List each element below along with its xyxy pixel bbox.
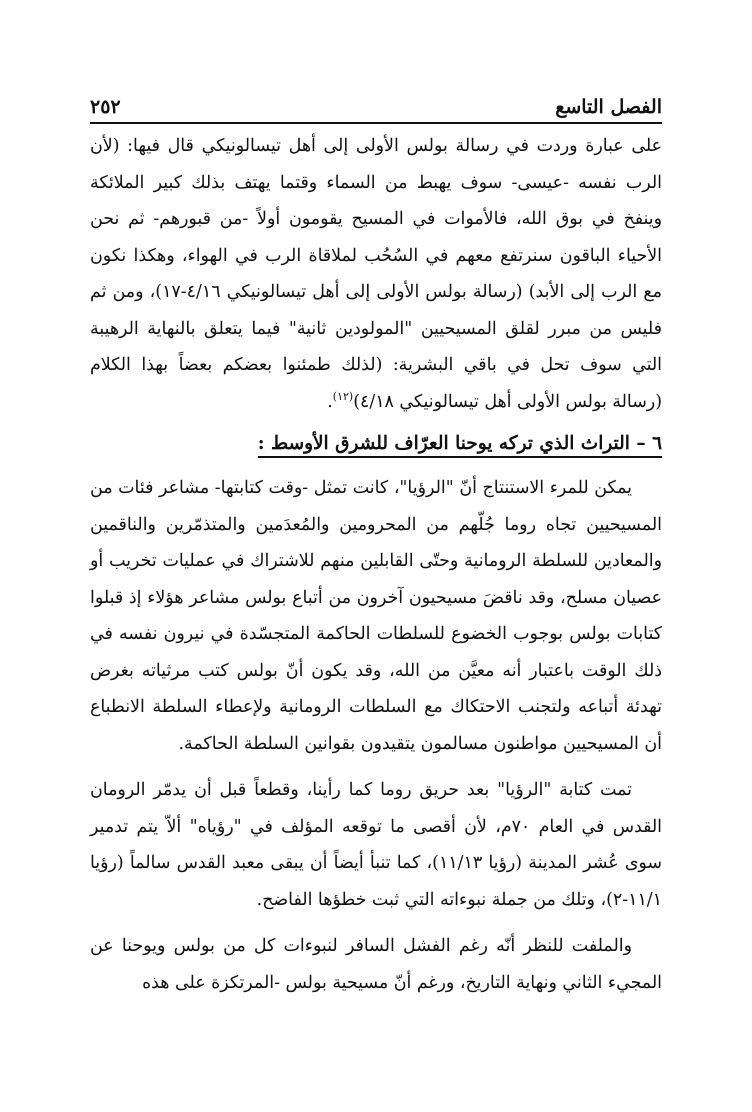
chapter-title: الفصل التاسع bbox=[555, 96, 662, 118]
paragraph bbox=[90, 128, 662, 420]
section-heading bbox=[90, 426, 662, 462]
page-body bbox=[90, 128, 662, 1001]
paragraph: يمكن للمرء الاستنتاج أنّ "الرؤيا"، كانت تمثل -وقت كتابتها- مشاعر فئات من المسيحيين تجاه روما جُلّهم من المحرومين والمُعدَمين والمتذمّرين والناقمين والمعادين للسلطة الرومانية وحتّى القابلين منهم للاشتراك في عمليات تخريب أو عصيان مسلح، وقد ناقضَ مسيحيون آخرون من أتباع بولس مشاعر هؤلاء إذ قبلوا كتابات بولس بوجوب الخضوع للسلطات الحاكمة المتجسّدة في نيرون نفسه في ذلك الوقت باعتبار أنه معيَّن من الله، وقد يكون أنّ بولس كتب مرثياته بغرض تهدئة أتباعه ولتجنب الاحتكاك مع السلطات الرومانية ولإعطاء السلطة الانطباع أن المسيحيين مواطنون مسالمون يتقيدون بقوانين السلطة الحاكمة. bbox=[90, 478, 662, 754]
paragraph-end: . bbox=[327, 391, 333, 412]
paragraph: تمت كتابة "الرؤيا" بعد حريق روما كما رأينا، وقطعاً قبل أن يدمّر الرومان القدس في العام ٧٠م، لأن أقصى ما توقعه المؤلف في "رؤياه" ألاّ يتم تدمير سوى عُشر المدينة (رؤيا ١١/١٣)، كما تنبأ أيضاً أن يبقى معبد القدس سالماً (رؤيا ١١/١-٢)، وتلك من جملة نبوءاته التي ثبت خطؤها الفاضح. bbox=[90, 780, 662, 910]
footnote-reference[interactable]: (١٢) bbox=[332, 389, 354, 403]
page-header bbox=[90, 88, 662, 124]
page-number: ٢٥٢ bbox=[90, 96, 121, 118]
paragraph-text: على عبارة وردت في رسالة بولس الأولى إلى أهل تيسالونيكي قال فيها: (لأن الرب نفسه -عيسى- سوف يهبط من السماء وقتما يهتف بذلك كبير الملائكة وينفخ في بوق الله، فالأموات في المسيح يقومون أولاً -من قبورهم- ثم نحن الأحياء الباقون سنرتفع معهم في السُحُب لملاقاة الرب في الهواء، وهكذا نكون مع الرب إلى الأبد) (رسالة بولس الأولى إلى أهل تيسالونيكي ٤/١٦-١٧)، ومن ثم فليس من مبرر لقلق المسيحيين "المولودين ثانية" فيما يتعلق بالنهاية الرهيبة التي سوف تحل في باقي البشرية: (لذلك طمئنوا بعضكم بعضاً بهذا الكلام (رسالة بولس الأولى أهل تيسالونيكي ٤/١٨) bbox=[90, 136, 662, 412]
paragraph: والملفت للنظر أنّه رغم الفشل السافر لنبوءات كل من بولس ويوحنا عن المجيء الثاني ونهاية التاريخ، ورغم أنّ مسيحية بولس -المرتكزة على هذه bbox=[90, 936, 662, 993]
section-heading-text: ٦ – التراث الذي تركه يوحنا العرّاف للشرق الأوسط : bbox=[258, 433, 662, 458]
